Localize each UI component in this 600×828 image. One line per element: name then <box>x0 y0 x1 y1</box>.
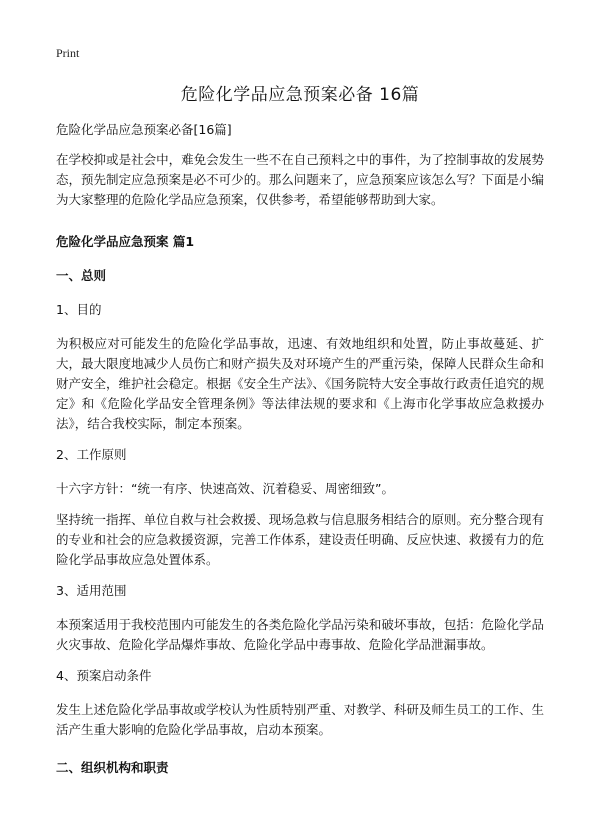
document-body <box>56 120 544 792</box>
intro-paragraph: 在学校抑或是社会中，难免会发生一些不在自己预料之中的事件，为了控制事故的发展势态，预先制定应急预案是必不可少的。那么问题来了，应急预案应该怎么写？下面是小编为大家整理的危险化学品应急预案，仅供参考，希望能够帮助到大家。 <box>56 152 544 207</box>
section-heading-organization: 二、组织机构和职责 <box>56 760 169 775</box>
print-label: Print <box>56 46 80 60</box>
subsection-heading-purpose: 1、目的 <box>56 302 102 317</box>
section-heading-general: 一、总则 <box>56 268 107 283</box>
subsection-heading-principles: 2、工作原则 <box>56 447 127 462</box>
activation-paragraph: 发生上述危险化学品事故或学校认为性质特别严重、对教学、科研及师生员工的工作、生活产生重大影响的危险化学品事故，启动本预案。 <box>56 702 544 737</box>
subsection-heading-scope: 3、适用范围 <box>56 583 127 598</box>
chapter-heading: 危险化学品应急预案 篇1 <box>56 234 195 249</box>
purpose-paragraph: 为积极应对可能发生的危险化学品事故，迅速、有效地组织和处置，防止事故蔓延、扩大，最大限度地减少人员伤亡和财产损失及对环境产生的严重污染，保障人民群众生命和财产安全，维护社会稳定。根据《安全生产法》、《国务院特大安全事故行政责任追究的规定》和《危险化学品安全管理条例》等法律法规的要求和《上海市化学事故应急救援办法》，结合我校实际，制定本预案。 <box>56 336 544 431</box>
document-title: 危险化学品应急预案必备 16篇 <box>180 85 420 105</box>
principles-guideline: 十六字方针：“统一有序、快速高效、沉着稳妥、周密细致”。 <box>56 481 394 496</box>
principles-paragraph: 坚持统一指挥、单位自救与社会救援、现场急救与信息服务相结合的原则。充分整合现有的专业和社会的应急救援资源，完善工作体系，建设责任明确、反应快速、救援有力的危险化学品事故应急处置体系。 <box>56 512 544 567</box>
subsection-heading-activation: 4、预案启动条件 <box>56 668 152 683</box>
document-subtitle: 危险化学品应急预案必备[16篇] <box>56 122 232 137</box>
scope-paragraph: 本预案适用于我校范围内可能发生的各类危险化学品污染和破坏事故，包括：危险化学品火灾事故、危险化学品爆炸事故、危险化学品中毒事故、危险化学品泄漏事故。 <box>56 617 544 652</box>
